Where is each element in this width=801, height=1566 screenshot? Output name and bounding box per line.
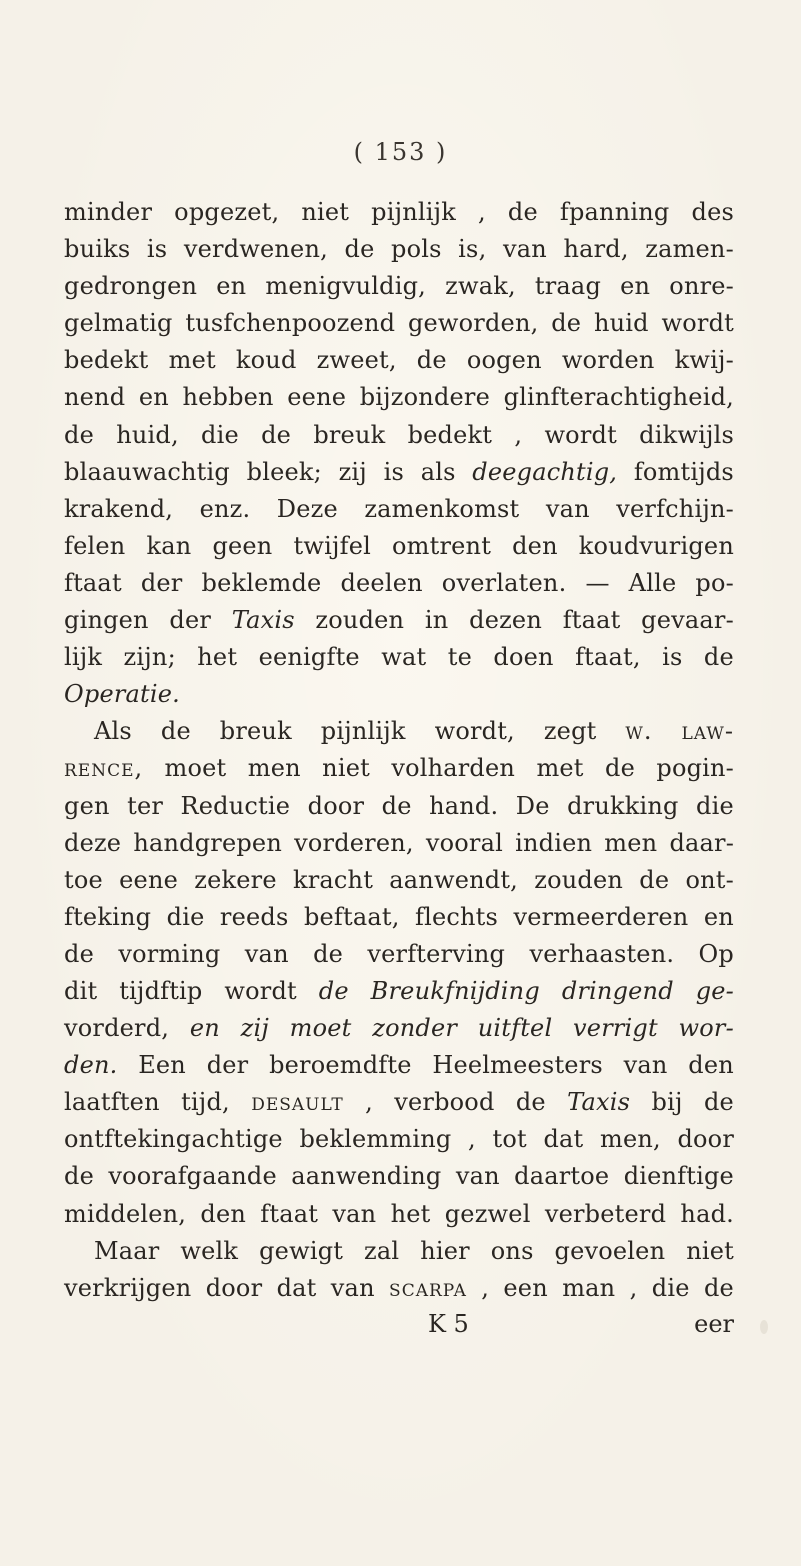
word: ter <box>127 791 164 820</box>
word: , <box>478 198 486 226</box>
word: voorafgaande <box>108 1162 277 1191</box>
word: niet <box>301 198 350 226</box>
word: huid, <box>116 420 179 449</box>
word: der <box>140 568 183 597</box>
word: huid <box>593 309 649 338</box>
word: breuk <box>313 420 386 449</box>
word: tot <box>492 1125 527 1154</box>
word: uitftel <box>477 1014 553 1043</box>
word: pijnlijk <box>371 198 456 226</box>
word: toe <box>64 865 103 894</box>
text-line <box>64 194 734 231</box>
word: die <box>696 791 734 820</box>
word: vorderen, <box>294 828 414 857</box>
word: — <box>585 568 610 597</box>
word: en <box>620 272 651 301</box>
text-line <box>64 862 734 899</box>
word: rence, <box>64 754 144 783</box>
word: flechts <box>414 902 499 931</box>
word: wordt <box>224 976 297 1005</box>
word: is <box>383 457 405 486</box>
word: wordt <box>544 420 617 449</box>
word: welk <box>180 1236 239 1265</box>
word: de <box>703 1273 734 1302</box>
word: Deze <box>276 494 338 523</box>
word: der <box>169 606 212 635</box>
word: kracht <box>292 865 374 894</box>
word: fteking <box>64 902 152 931</box>
word: opgezet, <box>174 198 280 226</box>
word: moet <box>289 1014 352 1043</box>
word: is <box>662 643 683 672</box>
text-line <box>64 899 734 936</box>
text-line <box>64 231 734 268</box>
text-line <box>64 1010 734 1047</box>
word: die <box>651 1273 690 1302</box>
footer <box>64 1306 734 1343</box>
text-line <box>64 1121 734 1158</box>
word: Maar <box>94 1236 160 1265</box>
word: beklemde <box>201 568 322 597</box>
word: overlaten. <box>441 568 567 597</box>
word: men, <box>599 1125 661 1154</box>
word: fpanning <box>559 198 670 226</box>
word: krakend, <box>64 494 174 523</box>
word: zal <box>364 1236 400 1265</box>
word: tijdftip <box>119 976 203 1005</box>
text-line <box>64 1196 734 1233</box>
word: Taxis <box>567 1088 631 1117</box>
text-line <box>64 528 734 565</box>
word: de <box>416 346 447 375</box>
word: worden <box>561 346 655 375</box>
word: nend <box>64 383 126 412</box>
word: de <box>160 717 191 746</box>
word: dienftige <box>623 1162 734 1191</box>
word: , <box>468 1125 476 1154</box>
word: de <box>64 420 94 449</box>
word: bedekt <box>407 420 493 449</box>
word: van <box>330 1273 375 1302</box>
word: met <box>168 346 216 375</box>
word: de <box>381 791 412 820</box>
word: glinfterachtigheid, <box>503 383 734 412</box>
word: oogen <box>466 346 542 375</box>
word: kwij- <box>674 346 734 375</box>
paper-stain <box>760 1320 768 1334</box>
word: geworden, <box>407 309 539 338</box>
word: te <box>447 643 472 672</box>
word: verrigt <box>573 1014 658 1043</box>
word: verfterving <box>367 939 506 968</box>
word: bedekt <box>64 346 149 375</box>
word: men <box>604 828 658 857</box>
word: hier <box>420 1236 470 1265</box>
word: handgrepen <box>133 828 282 857</box>
text-line <box>64 602 734 639</box>
text-line <box>64 565 734 602</box>
word: verbood <box>394 1088 495 1117</box>
word: omtrent <box>392 531 492 560</box>
word: po- <box>695 568 734 597</box>
word: Breukfnijding <box>370 976 540 1005</box>
word: de <box>703 1088 734 1117</box>
word: minder <box>64 198 153 226</box>
text-line <box>64 1158 734 1195</box>
word: ons <box>490 1236 534 1265</box>
word: moet <box>164 754 227 783</box>
word: de <box>703 643 734 672</box>
word: Operatie. <box>64 680 180 709</box>
word: buiks <box>64 235 131 264</box>
word: de <box>313 939 344 968</box>
word: de <box>261 420 292 449</box>
text-line <box>64 825 734 862</box>
word: des <box>691 198 734 226</box>
word: niet <box>686 1236 734 1265</box>
word: drukking <box>567 791 679 820</box>
word: deelen <box>340 568 423 597</box>
word: gelmatig <box>64 309 173 338</box>
word: dit <box>64 976 98 1005</box>
word: blaauwachtig <box>64 457 230 486</box>
word: felen <box>64 531 126 560</box>
word: en <box>216 272 247 301</box>
word: beklemming <box>299 1125 452 1154</box>
text-line <box>64 1084 734 1121</box>
word: gen <box>64 791 110 820</box>
word: vorming <box>118 939 221 968</box>
signature-mark: K 5 <box>428 1310 469 1338</box>
word: zijn; <box>123 643 176 672</box>
word: hebben <box>182 383 274 412</box>
text-line <box>64 973 734 1010</box>
word: beftaat, <box>303 902 400 931</box>
word: gevoelen <box>554 1236 666 1265</box>
word: de <box>639 865 670 894</box>
word: en <box>138 383 169 412</box>
word: dezen <box>469 606 542 635</box>
word: kan <box>146 531 192 560</box>
word: men <box>247 754 301 783</box>
word: vermeerderen <box>513 902 689 931</box>
word: gezwel <box>444 1199 531 1228</box>
word: een <box>503 1273 548 1302</box>
word: aanwendt, <box>389 865 518 894</box>
word: menigvuldig, <box>265 272 427 301</box>
text-line <box>64 379 734 416</box>
word: dringend <box>561 976 674 1005</box>
word: law- <box>681 717 734 746</box>
word: zekere <box>194 865 277 894</box>
word: eene <box>287 383 347 412</box>
word: aanwending <box>291 1162 442 1191</box>
word: van <box>455 1162 500 1191</box>
word: Alle <box>628 568 677 597</box>
word: dat <box>276 1273 317 1302</box>
word: wordt, <box>434 717 515 746</box>
word: is <box>146 235 168 264</box>
word: fomtijds <box>633 457 734 486</box>
word: gingen <box>64 606 149 635</box>
word: zamenkomst <box>364 494 520 523</box>
word: ftaat <box>260 1199 319 1228</box>
text-line <box>64 454 734 491</box>
word: zij <box>338 457 367 486</box>
word: Op <box>698 939 734 968</box>
word: als <box>420 457 456 486</box>
word: , <box>514 420 523 449</box>
word: bijzondere <box>359 383 490 412</box>
word: zwak, <box>445 272 516 301</box>
word: de <box>64 939 94 968</box>
word: lijk <box>64 643 103 672</box>
word: van <box>244 939 289 968</box>
text-line <box>64 1233 734 1270</box>
word: indien <box>515 828 593 857</box>
word: zij <box>240 1014 269 1043</box>
word: Als <box>94 717 132 746</box>
word: volharden <box>391 754 516 783</box>
word: doen <box>493 643 554 672</box>
text-line <box>64 936 734 973</box>
word: , <box>365 1088 373 1117</box>
word: laatften <box>64 1088 160 1117</box>
word: zamen- <box>645 235 734 264</box>
word: van <box>545 494 590 523</box>
word: ftaat, <box>575 643 641 672</box>
word: ftaat <box>64 568 122 597</box>
word: twijfel <box>293 531 371 560</box>
word: de <box>507 198 538 226</box>
word: eene <box>119 865 179 894</box>
text-line <box>64 417 734 454</box>
text-line <box>64 713 734 750</box>
word: van <box>502 235 547 264</box>
text-line <box>64 342 734 379</box>
word: deze <box>64 828 122 857</box>
word: ontftekingachtige <box>64 1125 283 1154</box>
text-line <box>64 639 734 676</box>
text-line <box>64 788 734 825</box>
word: daartoe <box>514 1162 610 1191</box>
word: Een <box>138 1051 186 1080</box>
word: Heelmeesters <box>432 1051 603 1080</box>
word: en <box>703 902 734 931</box>
word: vorderd, <box>64 1014 170 1043</box>
text-line <box>64 676 734 713</box>
word: beroemdfte <box>269 1051 412 1080</box>
word: deegachtig, <box>472 457 618 486</box>
text-line <box>64 491 734 528</box>
word: bleek; <box>246 457 322 486</box>
word: den <box>200 1199 247 1228</box>
word: de <box>318 976 349 1005</box>
word: desault <box>251 1088 344 1117</box>
word: , <box>629 1273 638 1302</box>
word: dikwijls <box>639 420 734 449</box>
word: middelen, <box>64 1199 187 1228</box>
word: vooral <box>425 828 503 857</box>
word: Taxis <box>231 606 295 635</box>
word: zouden <box>315 606 405 635</box>
word: het <box>390 1199 431 1228</box>
word: verkrijgen <box>64 1273 192 1302</box>
word: door <box>677 1125 734 1154</box>
word: tijd, <box>181 1088 230 1117</box>
word: gedrongen <box>64 272 198 301</box>
word: zweet, <box>316 346 397 375</box>
word: verhaasten. <box>529 939 675 968</box>
body-text <box>64 194 734 1307</box>
text-line <box>64 268 734 305</box>
word: reeds <box>219 902 289 931</box>
word: traag <box>534 272 602 301</box>
word: verfchijn- <box>616 494 734 523</box>
word: pogin- <box>656 754 734 783</box>
word: zouden <box>534 865 624 894</box>
word: in <box>424 606 449 635</box>
text-line <box>64 1047 734 1084</box>
word: en <box>189 1014 220 1043</box>
word: ge- <box>695 976 734 1005</box>
text-line <box>64 305 734 342</box>
word: Reductie <box>180 791 291 820</box>
word: van <box>623 1051 668 1080</box>
word: den <box>688 1051 734 1080</box>
word: onre- <box>669 272 734 301</box>
word: den. <box>64 1051 118 1080</box>
word: van <box>332 1199 377 1228</box>
word: het <box>197 643 238 672</box>
word: gewigt <box>259 1236 344 1265</box>
word: daar- <box>669 828 734 857</box>
word: bij <box>651 1088 683 1117</box>
word: wordt <box>661 309 734 338</box>
word: scarpa <box>389 1273 467 1302</box>
page-number: ( 153 ) <box>353 138 448 166</box>
word: koud <box>235 346 297 375</box>
word: de <box>344 235 375 264</box>
word: had. <box>680 1199 734 1228</box>
word: pijnlijk <box>320 717 406 746</box>
word: die <box>166 902 205 931</box>
word: wat <box>381 643 427 672</box>
word: zonder <box>372 1014 458 1043</box>
word: met <box>536 754 584 783</box>
word: de <box>605 754 635 783</box>
word: is, <box>458 235 487 264</box>
word: tusfchenpoozend <box>185 309 396 338</box>
word: eenigfte <box>258 643 360 672</box>
word: ont- <box>685 865 734 894</box>
word: de <box>64 1162 94 1191</box>
word: hand. <box>429 791 499 820</box>
word: de <box>515 1088 546 1117</box>
word: breuk <box>219 717 292 746</box>
word: koudvurigen <box>578 531 734 560</box>
word: De <box>515 791 550 820</box>
word: verbeterd <box>544 1199 667 1228</box>
word: der <box>206 1051 249 1080</box>
word: door <box>307 791 365 820</box>
catchword: eer <box>694 1310 734 1338</box>
text-line <box>64 750 734 787</box>
text-line <box>64 1270 734 1307</box>
word: man <box>562 1273 616 1302</box>
word: die <box>201 420 239 449</box>
word: hard, <box>563 235 629 264</box>
word: geen <box>212 531 273 560</box>
word: dat <box>543 1125 584 1154</box>
word: den <box>512 531 558 560</box>
word: zegt <box>543 717 597 746</box>
word: , <box>481 1273 490 1302</box>
word: w. <box>625 717 653 746</box>
word: gevaar- <box>641 606 734 635</box>
word: door <box>205 1273 263 1302</box>
word: ftaat <box>562 606 621 635</box>
word: de <box>551 309 582 338</box>
word: verdwenen, <box>183 235 328 264</box>
word: pols <box>391 235 442 264</box>
word: wor- <box>678 1014 734 1043</box>
word: enz. <box>199 494 251 523</box>
word: niet <box>322 754 370 783</box>
